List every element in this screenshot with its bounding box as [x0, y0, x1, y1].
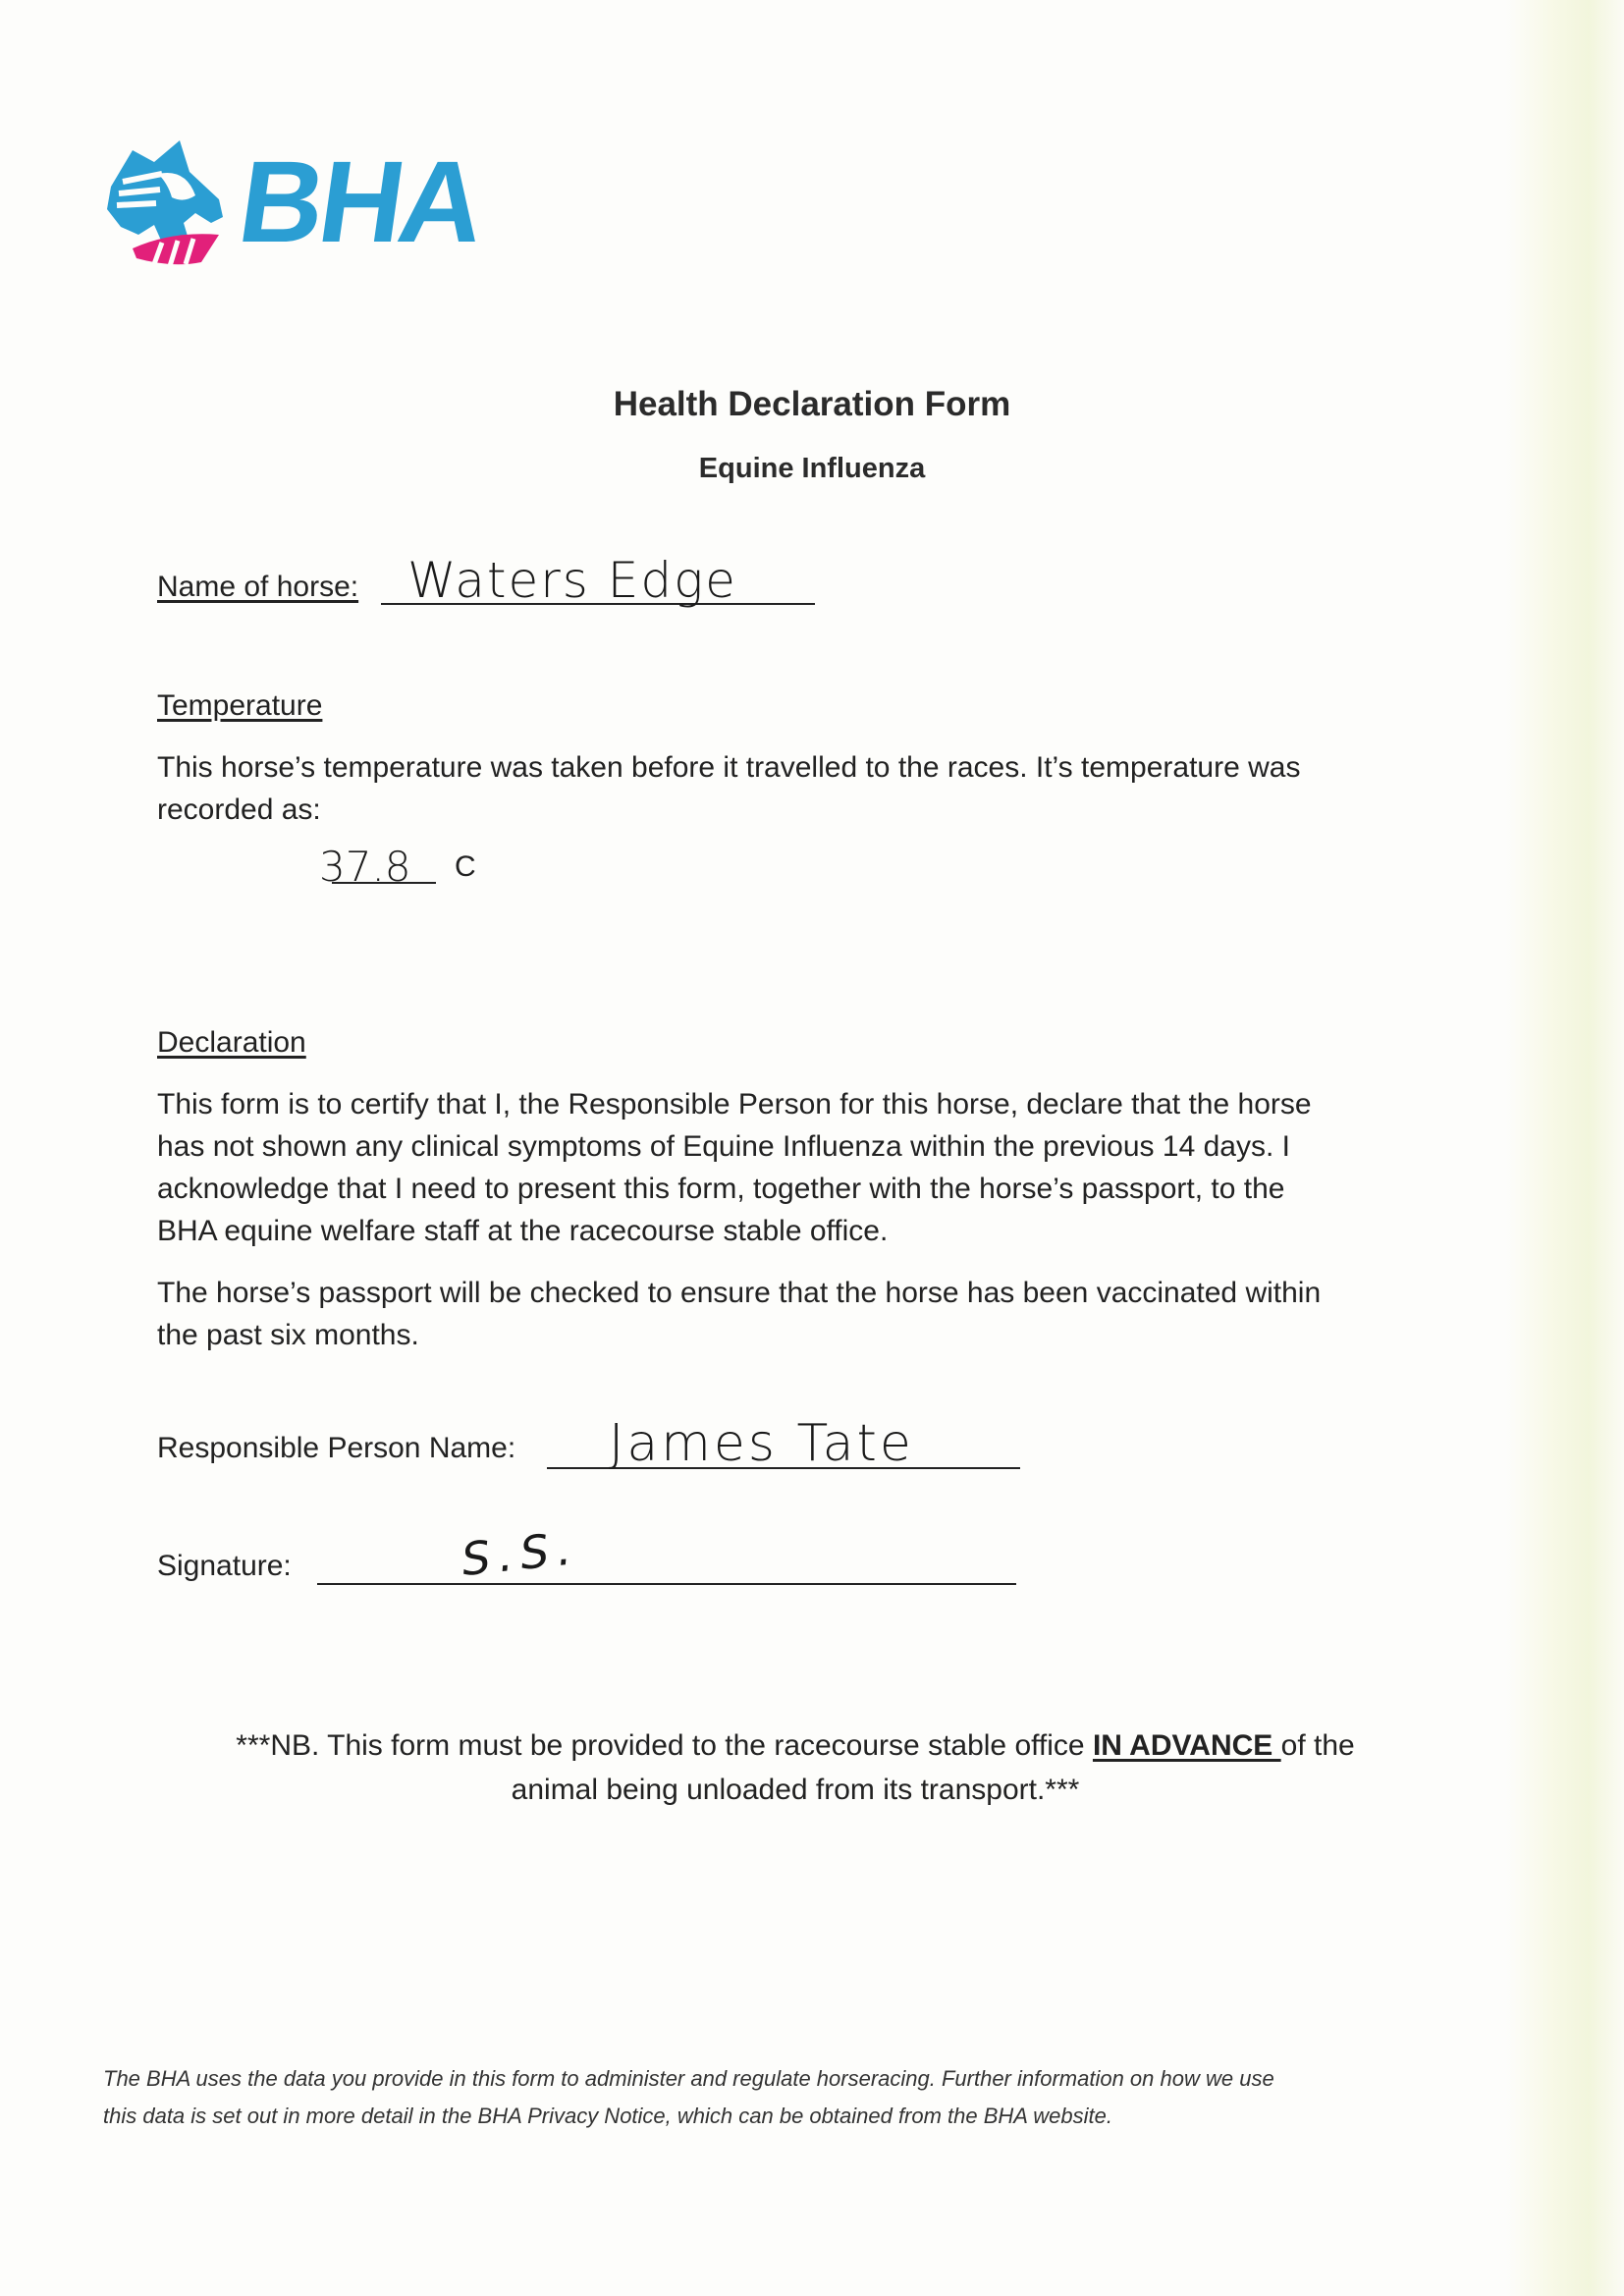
bha-logo: [93, 133, 489, 270]
temperature-value-line: [332, 882, 436, 884]
temperature-heading: Temperature: [157, 689, 323, 722]
temperature-text-1: This horse’s temperature was taken before it travelled to the races. It’s temperature was: [157, 751, 1301, 784]
notice-line-2: animal being unloaded from its transport.***: [511, 1774, 1080, 1806]
signature-label: Signature:: [157, 1550, 292, 1582]
declaration-line: BHA equine welfare staff at the racecourse stable office.: [157, 1215, 889, 1247]
temperature-text-2: recorded as:: [157, 793, 321, 826]
responsible-person-field[interactable]: James Tate: [609, 1414, 914, 1473]
declaration-line: The horse’s passport will be checked to ensure that the horse has been vaccinated within: [157, 1277, 1322, 1309]
temperature-unit: C: [455, 850, 476, 883]
privacy-footer: [103, 2060, 1497, 2135]
responsible-person-label: Responsible Person Name:: [157, 1432, 516, 1464]
notice-emphasis: IN ADVANCE: [1092, 1729, 1281, 1762]
signature-line: [317, 1583, 1016, 1585]
declaration-line: acknowledge that I need to present this form, together with the horse’s passport, to the: [157, 1173, 1285, 1205]
form-title: Health Declaration Form: [613, 385, 1011, 423]
logo-wordmark: BHA: [231, 137, 489, 267]
footer-line-2: this data is set out in more detail in the BHA Privacy Notice, which can be obtained from the BHA website.: [103, 2104, 1112, 2128]
footer-line-1: The BHA uses the data you provide in this form to administer and regulate horseracing. Further information on how we use: [103, 2066, 1274, 2091]
notice-text-end: of the: [1280, 1729, 1355, 1762]
signature-field[interactable]: S.S.: [459, 1520, 582, 1587]
horse-name-field[interactable]: Waters Edge: [407, 552, 737, 609]
horse-head-icon: [93, 133, 241, 270]
notice-text: ***NB. This form must be provided to the racecourse stable office: [236, 1729, 1093, 1762]
declaration-line: the past six months.: [157, 1319, 419, 1351]
declaration-line: This form is to certify that I, the Responsible Person for this horse, declare that the horse: [157, 1088, 1312, 1121]
advance-notice: [137, 1723, 1453, 1812]
scan-edge-shading: [1506, 0, 1624, 2296]
form-subtitle: Equine Influenza: [698, 453, 926, 484]
temperature-value-field[interactable]: 37.8: [319, 843, 411, 891]
horse-name-label: Name of horse:: [157, 571, 359, 603]
declaration-line: has not shown any clinical symptoms of Equine Influenza within the previous 14 days. I: [157, 1130, 1290, 1163]
declaration-heading: Declaration: [157, 1026, 306, 1059]
